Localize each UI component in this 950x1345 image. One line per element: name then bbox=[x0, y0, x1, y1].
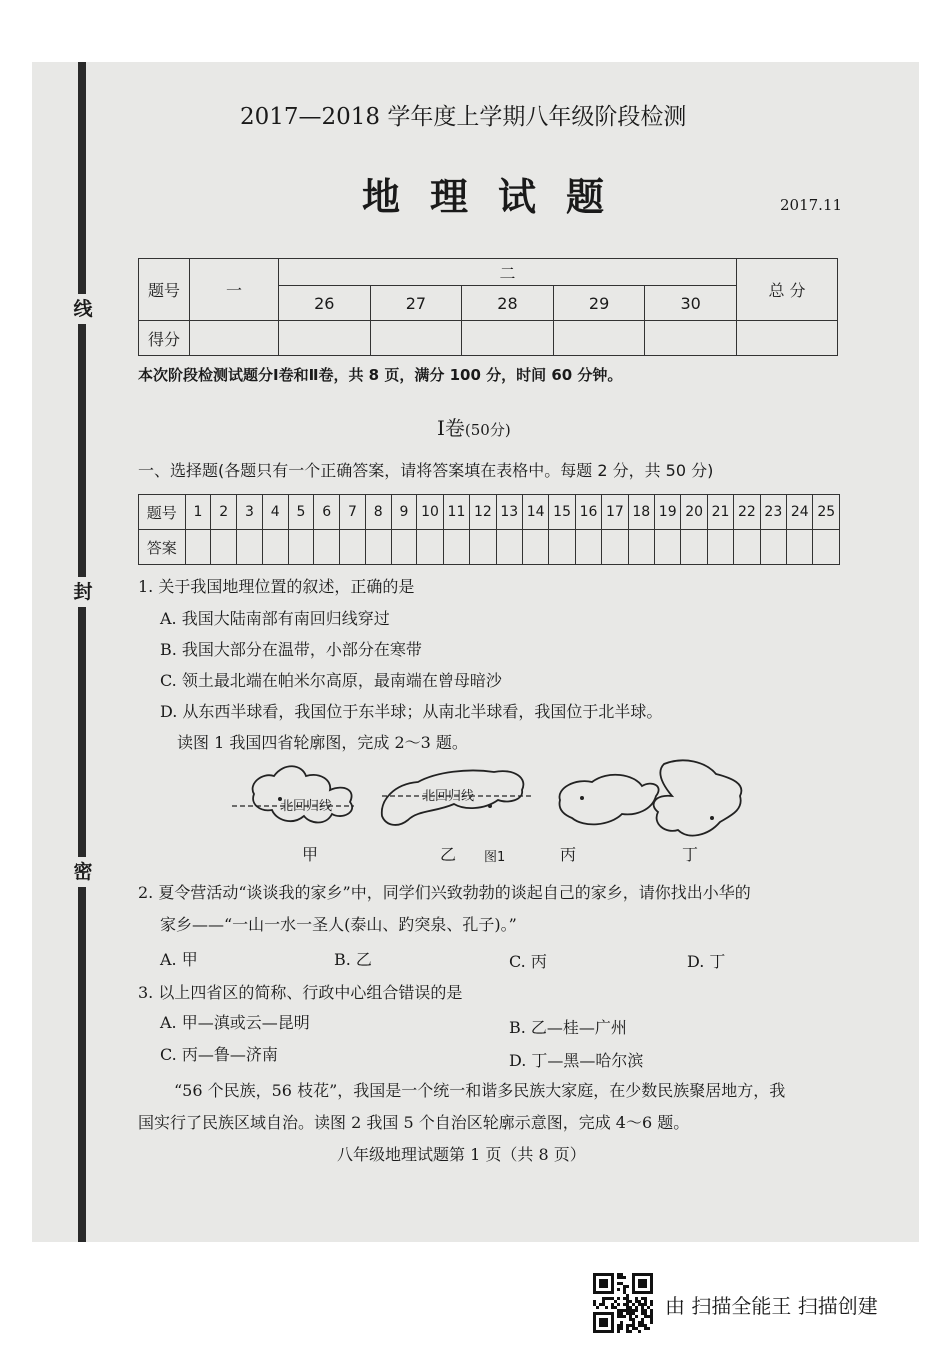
qr-module bbox=[626, 1327, 629, 1330]
qr-module bbox=[635, 1297, 638, 1300]
read-map1-instruction: 读图 1 我国四省轮廓图，完成 2～3 题。 bbox=[177, 733, 468, 752]
qr-module bbox=[617, 1276, 620, 1279]
qr-module bbox=[614, 1300, 617, 1303]
answer-number: 23 bbox=[760, 495, 786, 530]
qr-module bbox=[617, 1324, 620, 1327]
qr-module bbox=[647, 1315, 650, 1318]
qr-module bbox=[647, 1327, 650, 1330]
qr-module bbox=[620, 1321, 623, 1324]
qr-module bbox=[593, 1300, 596, 1303]
q1-option-b: B. 我国大部分在温带，小部分在寒带 bbox=[160, 640, 422, 659]
volume-heading bbox=[437, 412, 511, 441]
qr-module bbox=[626, 1294, 629, 1297]
binding-char-feng: 封 bbox=[72, 577, 94, 607]
answer-number: 19 bbox=[655, 495, 681, 530]
qr-module bbox=[644, 1300, 647, 1303]
q3-option-c: C. 丙—鲁—济南 bbox=[160, 1045, 278, 1064]
answer-number: 25 bbox=[813, 495, 840, 530]
capital-dot bbox=[488, 804, 492, 808]
answer-cell[interactable] bbox=[262, 530, 288, 565]
exam-note: 本次阶段检测试题分Ⅰ卷和Ⅱ卷，共 8 页，满分 100 分，时间 60 分钟。 bbox=[138, 366, 623, 384]
answer-cell[interactable] bbox=[549, 530, 575, 565]
score-q30: 30 bbox=[645, 286, 737, 321]
qr-module bbox=[635, 1300, 638, 1303]
qr-module bbox=[623, 1297, 626, 1300]
qr-module bbox=[629, 1312, 632, 1315]
qr-module bbox=[650, 1300, 653, 1303]
qr-module bbox=[620, 1324, 623, 1327]
qr-module bbox=[617, 1303, 620, 1306]
qr-module bbox=[611, 1306, 614, 1309]
qr-module bbox=[632, 1309, 635, 1312]
answer-number: 4 bbox=[262, 495, 288, 530]
qr-module bbox=[623, 1291, 626, 1294]
answer-number: 6 bbox=[314, 495, 340, 530]
qr-module bbox=[644, 1327, 647, 1330]
answer-cell[interactable] bbox=[340, 530, 366, 565]
qr-module bbox=[617, 1309, 620, 1312]
qr-module bbox=[629, 1330, 632, 1333]
qr-module bbox=[632, 1321, 635, 1324]
score-q29: 29 bbox=[553, 286, 645, 321]
q2-option-a: A. 甲 bbox=[160, 950, 198, 969]
capital-dot bbox=[710, 816, 714, 820]
binding-char-mi: 密 bbox=[72, 857, 94, 887]
score-cell[interactable] bbox=[737, 321, 838, 356]
q3-option-b: B. 乙—桂—广州 bbox=[509, 1018, 627, 1037]
qr-module bbox=[641, 1324, 644, 1327]
answer-cell[interactable] bbox=[787, 530, 813, 565]
answer-number: 1 bbox=[185, 495, 211, 530]
qr-module bbox=[617, 1315, 620, 1318]
score-row-label: 得分 bbox=[139, 321, 190, 356]
qr-module bbox=[632, 1327, 635, 1330]
qr-module bbox=[620, 1312, 623, 1315]
score-cell[interactable] bbox=[645, 321, 737, 356]
q1-stem: 1. 关于我国地理位置的叙述，正确的是 bbox=[138, 577, 415, 596]
binding-line bbox=[78, 62, 86, 1242]
qr-module bbox=[629, 1306, 632, 1309]
qr-module bbox=[611, 1303, 614, 1306]
qr-module bbox=[626, 1309, 629, 1312]
qr-module bbox=[623, 1288, 626, 1291]
score-table bbox=[138, 258, 838, 356]
qr-code-icon bbox=[593, 1273, 653, 1333]
answer-cell[interactable] bbox=[211, 530, 237, 565]
qr-module bbox=[650, 1312, 653, 1315]
q2-stem-line1: 2. 夏令营活动“谈谈我的家乡”中，同学们兴致勃勃的谈起自己的家乡，请你找出小华的 bbox=[138, 883, 751, 902]
answer-cell[interactable] bbox=[417, 530, 443, 565]
qr-module bbox=[602, 1303, 605, 1306]
answer-number: 3 bbox=[237, 495, 263, 530]
q1-option-c: C. 领土最北端在帕米尔高原，最南端在曾母暗沙 bbox=[160, 671, 502, 690]
qr-module bbox=[638, 1324, 641, 1327]
answer-cell[interactable] bbox=[391, 530, 417, 565]
score-part1: 一 bbox=[190, 259, 279, 321]
scanned-exam-page bbox=[32, 62, 919, 1242]
qr-module bbox=[599, 1303, 602, 1306]
answer-cell[interactable] bbox=[237, 530, 263, 565]
qr-module bbox=[620, 1315, 623, 1318]
answer-number: 24 bbox=[787, 495, 813, 530]
answer-number: 18 bbox=[628, 495, 654, 530]
qr-module bbox=[608, 1297, 611, 1300]
qr-module bbox=[626, 1303, 629, 1306]
qr-module bbox=[614, 1306, 617, 1309]
qr-module bbox=[632, 1318, 635, 1321]
qr-module bbox=[629, 1315, 632, 1318]
q2-option-c: C. 丙 bbox=[509, 952, 547, 971]
answer-number: 9 bbox=[391, 495, 417, 530]
qr-module bbox=[635, 1306, 638, 1309]
answer-number: 22 bbox=[734, 495, 760, 530]
figure1-label: 图1 bbox=[484, 850, 506, 865]
answer-number: 10 bbox=[417, 495, 443, 530]
qr-module bbox=[635, 1315, 638, 1318]
answer-cell[interactable] bbox=[185, 530, 211, 565]
answer-cell[interactable] bbox=[681, 530, 707, 565]
score-q26: 26 bbox=[279, 286, 371, 321]
volume-points: (50分) bbox=[464, 421, 511, 439]
qr-module bbox=[644, 1303, 647, 1306]
qr-module bbox=[626, 1297, 629, 1300]
answer-number: 15 bbox=[549, 495, 575, 530]
score-cell[interactable] bbox=[370, 321, 462, 356]
score-q27: 27 bbox=[370, 286, 462, 321]
qr-module bbox=[647, 1306, 650, 1309]
qr-module bbox=[617, 1327, 620, 1330]
answer-number: 5 bbox=[288, 495, 314, 530]
score-header-label: 题号 bbox=[139, 259, 190, 321]
qr-module bbox=[623, 1276, 626, 1279]
page-footer: 八年级地理试题第 1 页（共 8 页） bbox=[337, 1145, 586, 1164]
qr-module bbox=[620, 1273, 623, 1276]
qr-module bbox=[644, 1312, 647, 1315]
qr-module bbox=[641, 1303, 644, 1306]
qr-module bbox=[644, 1297, 647, 1300]
qr-module bbox=[626, 1324, 629, 1327]
answer-cell[interactable] bbox=[443, 530, 469, 565]
qr-module bbox=[620, 1309, 623, 1312]
qr-module bbox=[650, 1303, 653, 1306]
qr-module bbox=[632, 1303, 635, 1306]
qr-module bbox=[644, 1309, 647, 1312]
qr-module bbox=[650, 1315, 653, 1318]
answer-row-label: 答案 bbox=[139, 530, 186, 565]
province-ding-outline bbox=[654, 760, 742, 835]
q2-option-d: D. 丁 bbox=[687, 952, 726, 971]
qr-module bbox=[623, 1285, 626, 1288]
qr-module bbox=[644, 1315, 647, 1318]
qr-module bbox=[620, 1327, 623, 1330]
qr-module bbox=[638, 1321, 641, 1324]
qr-module bbox=[650, 1309, 653, 1312]
province-label-yi: 乙 bbox=[440, 845, 457, 864]
score-cell[interactable] bbox=[553, 321, 645, 356]
qr-module bbox=[632, 1312, 635, 1315]
qr-module bbox=[602, 1297, 605, 1300]
answer-number: 11 bbox=[443, 495, 469, 530]
answer-header-label: 题号 bbox=[139, 495, 186, 530]
score-cell[interactable] bbox=[190, 321, 279, 356]
qr-module bbox=[593, 1303, 596, 1306]
answer-number: 7 bbox=[340, 495, 366, 530]
passage-line1: “56 个民族，56 枝花”，我国是一个统一和谐多民族大家庭，在少数民族聚居地方，我 bbox=[174, 1081, 786, 1100]
answer-number: 14 bbox=[522, 495, 548, 530]
q3-stem: 3. 以上四省区的简称、行政中心组合错误的是 bbox=[138, 983, 463, 1002]
answer-cell[interactable] bbox=[522, 530, 548, 565]
qr-module bbox=[626, 1306, 629, 1309]
qr-module bbox=[641, 1318, 644, 1321]
q3-option-d: D. 丁—黑—哈尔滨 bbox=[509, 1051, 644, 1070]
answer-number: 2 bbox=[211, 495, 237, 530]
answer-number: 13 bbox=[496, 495, 522, 530]
answer-cell[interactable] bbox=[288, 530, 314, 565]
volume-name: Ⅰ卷 bbox=[437, 416, 465, 440]
tropic-label-left: 北回归线 bbox=[280, 799, 333, 814]
qr-module bbox=[638, 1330, 641, 1333]
qr-module bbox=[635, 1327, 638, 1330]
exam-date: 2017.11 bbox=[780, 196, 843, 214]
q2-option-b: B. 乙 bbox=[334, 950, 372, 969]
qr-module bbox=[641, 1321, 644, 1324]
province-label-ding: 丁 bbox=[682, 845, 699, 864]
answer-number: 20 bbox=[681, 495, 707, 530]
qr-module bbox=[620, 1282, 623, 1285]
answer-number: 8 bbox=[365, 495, 391, 530]
answer-number: 17 bbox=[602, 495, 628, 530]
scanner-credit: 由 扫描全能王 扫描创建 bbox=[665, 1294, 878, 1318]
qr-module bbox=[626, 1330, 629, 1333]
score-cell[interactable] bbox=[279, 321, 371, 356]
qr-module bbox=[617, 1312, 620, 1315]
qr-module bbox=[641, 1297, 644, 1300]
capital-dot bbox=[580, 796, 584, 800]
qr-module bbox=[638, 1279, 647, 1288]
answer-cell[interactable] bbox=[575, 530, 601, 565]
qr-module bbox=[617, 1273, 620, 1276]
answer-number: 12 bbox=[470, 495, 496, 530]
q2-stem-line2: 家乡——“一山一水一圣人(泰山、趵突泉、孔子)。” bbox=[160, 915, 517, 934]
q1-option-a: A. 我国大陆南部有南回归线穿过 bbox=[160, 609, 390, 628]
qr-module bbox=[629, 1309, 632, 1312]
qr-module bbox=[635, 1309, 638, 1312]
answer-cell[interactable] bbox=[496, 530, 522, 565]
score-cell[interactable] bbox=[462, 321, 554, 356]
answer-number: 21 bbox=[707, 495, 733, 530]
qr-module bbox=[599, 1279, 608, 1288]
qr-module bbox=[626, 1285, 629, 1288]
qr-module bbox=[644, 1324, 647, 1327]
subject-title: 地理试题 bbox=[362, 174, 635, 219]
qr-module bbox=[611, 1297, 614, 1300]
qr-module bbox=[629, 1324, 632, 1327]
q1-option-d: D. 从东西半球看，我国位于东半球；从南北半球看，我国位于北半球。 bbox=[160, 702, 663, 721]
qr-module bbox=[641, 1306, 644, 1309]
qr-module bbox=[623, 1309, 626, 1312]
score-q28: 28 bbox=[462, 286, 554, 321]
qr-module bbox=[632, 1324, 635, 1327]
answer-cell[interactable] bbox=[655, 530, 681, 565]
tropic-label-right: 北回归线 bbox=[422, 789, 475, 804]
section-heading: 一、选择题(各题只有一个正确答案，请将答案填在表格中。每题 2 分，共 50 分) bbox=[138, 461, 714, 480]
province-label-bing: 丙 bbox=[560, 845, 577, 864]
qr-module bbox=[629, 1300, 632, 1303]
binding-char-xian: 线 bbox=[72, 294, 94, 324]
qr-module bbox=[623, 1315, 626, 1318]
score-total: 总 分 bbox=[737, 259, 838, 321]
qr-module bbox=[650, 1321, 653, 1324]
qr-module bbox=[641, 1309, 644, 1312]
qr-module bbox=[599, 1318, 608, 1327]
exam-title: 2017—2018 学年度上学期八年级阶段检测 bbox=[240, 104, 687, 130]
qr-module bbox=[641, 1312, 644, 1315]
qr-module bbox=[605, 1297, 608, 1300]
province-bing-outline bbox=[559, 775, 658, 825]
qr-module bbox=[617, 1282, 620, 1285]
qr-module bbox=[626, 1312, 629, 1315]
qr-module bbox=[617, 1330, 620, 1333]
province-label-jia: 甲 bbox=[302, 845, 319, 864]
answer-cell[interactable] bbox=[602, 530, 628, 565]
qr-module bbox=[596, 1306, 599, 1309]
answer-number: 16 bbox=[575, 495, 601, 530]
score-part2: 二 bbox=[279, 259, 737, 286]
qr-module bbox=[605, 1306, 608, 1309]
qr-module bbox=[629, 1318, 632, 1321]
answer-cell[interactable] bbox=[470, 530, 496, 565]
qr-module bbox=[626, 1300, 629, 1303]
q3-option-a: A. 甲—滇或云—昆明 bbox=[160, 1013, 310, 1032]
qr-module bbox=[650, 1318, 653, 1321]
answer-cell[interactable] bbox=[707, 530, 733, 565]
answer-cell[interactable] bbox=[314, 530, 340, 565]
qr-module bbox=[638, 1300, 641, 1303]
qr-module bbox=[638, 1303, 641, 1306]
answer-table bbox=[138, 494, 840, 565]
passage-line2: 国实行了民族区域自治。读图 2 我国 5 个自治区轮廓示意图，完成 4～6 题。 bbox=[138, 1113, 690, 1132]
answer-cell[interactable] bbox=[734, 530, 760, 565]
qr-module bbox=[602, 1300, 605, 1303]
qr-module bbox=[620, 1276, 623, 1279]
answer-cell[interactable] bbox=[760, 530, 786, 565]
answer-cell[interactable] bbox=[628, 530, 654, 565]
qr-module bbox=[617, 1288, 620, 1291]
qr-module bbox=[617, 1297, 620, 1300]
qr-module bbox=[623, 1303, 626, 1306]
answer-cell[interactable] bbox=[365, 530, 391, 565]
answer-cell[interactable] bbox=[813, 530, 840, 565]
